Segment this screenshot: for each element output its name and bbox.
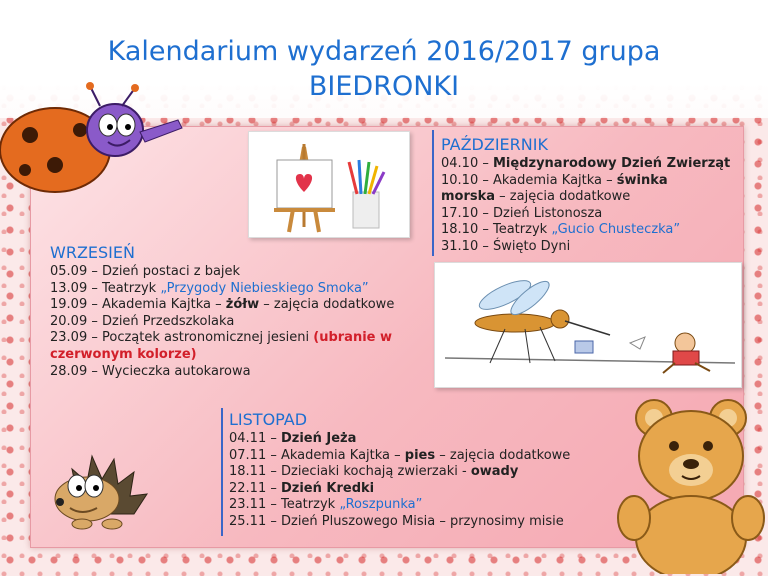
event-text: – Teatrzyk [478,222,552,238]
list-item [50,281,394,298]
easel-card [248,131,410,238]
event-text: – Święto Dyni [478,238,571,254]
wrzesien-section [50,243,394,380]
list-item [441,156,730,173]
event-date: 05.09 [50,264,88,279]
event-red-note: (ubranie w [313,330,393,346]
event-text: – Dzieciaki kochają zwierzaki - [266,464,471,480]
event-text: – Teatrzyk [87,280,161,296]
event-date: 25.11 [229,513,267,529]
event-text: – [266,431,281,446]
event-highlight: „Roszpunka” [339,497,423,513]
event-bold: świnka [616,172,668,188]
event-date: 10.10 [441,172,479,188]
easel-illustration [249,132,409,237]
event-bold: Dzień Jeża [280,431,357,446]
list-item [50,264,394,281]
event-highlight: „Przygody Niebieskiego Smoka” [160,280,369,296]
event-date: 23.09 [50,330,88,346]
event-date: 04.10 [441,156,479,171]
event-text: – Akademia Kajtka – [478,172,617,188]
wrzesien-heading: WRZESIEŃ [50,243,135,262]
event-text: – Dzień postaci z bajek [87,264,241,279]
event-bold: pies [404,447,436,463]
pazdziernik-section [441,135,730,256]
list-item [229,497,570,514]
event-text: – zajęcia dodatkowe [495,189,631,205]
event-date: 20.09 [50,313,88,329]
list-item [441,222,730,239]
list-item-continued [50,347,394,364]
event-date: 19.09 [50,297,88,313]
list-item [441,206,730,223]
list-item [50,364,394,381]
event-date: 13.09 [50,280,88,296]
list-item [229,448,570,465]
list-item [441,239,730,256]
event-text: – zajęcia dodatkowe [435,447,571,463]
list-item [50,297,394,314]
event-bold: Dzień Kredki [280,480,375,496]
event-text: – Teatrzyk [266,497,340,513]
title-line-1: Kalendarium wydarzeń 2016/2017 grupa [107,36,661,67]
event-text: – Dzień Przedszkolaka [87,313,235,329]
event-bold: Międzynarodowy Dzień Zwierząt [492,156,731,171]
list-item [441,173,730,190]
event-red-note: czerwonym kolorze) [50,346,197,362]
event-highlight: „Gucio Chusteczka” [551,222,681,238]
ladybug-illustration [0,80,190,200]
teddy-bear-illustration [616,388,766,574]
list-item [50,330,394,347]
event-date: 17.10 [441,205,479,221]
event-text: – Akademia Kajtka – [87,297,226,313]
list-item [229,514,570,531]
event-bold: owady [470,464,519,480]
pazdziernik-heading: PAŹDZIERNIK [441,135,548,154]
event-date: 28.09 [50,363,88,379]
title-line-2: BIEDRONKI [308,71,460,102]
listopad-section [229,410,570,531]
event-date: 23.11 [229,497,267,513]
pazdziernik-divider [432,130,434,256]
event-date: 31.10 [441,238,479,254]
mosquito-illustration [435,263,741,387]
list-item-continued [441,189,730,206]
event-text: – Dzień Pluszowego Misia – przynosimy misie [266,513,564,529]
event-bold: żółw [225,297,260,313]
event-date: 04.11 [229,431,267,446]
hedgehog-illustration [42,434,152,534]
event-date: 18.11 [229,464,267,480]
listopad-heading: LISTOPAD [229,410,308,429]
event-text: – Wycieczka autokarowa [87,363,251,379]
event-text: – Początek astronomicznej jesieni [87,330,314,346]
list-item [229,464,570,481]
event-text: – Dzień Listonosza [478,205,603,221]
list-item [229,481,570,498]
list-item [50,314,394,331]
mosquito-card [434,262,742,388]
event-text: – zajęcia dodatkowe [259,297,395,313]
event-date: 07.11 [229,447,267,463]
event-text: – Akademia Kajtka – [266,447,405,463]
event-bold: morska [441,189,496,205]
event-date: 18.10 [441,222,479,238]
list-item [229,431,570,448]
listopad-divider [221,408,223,536]
event-date: 22.11 [229,480,267,496]
event-text: – [266,480,281,496]
event-text: – [478,156,493,171]
